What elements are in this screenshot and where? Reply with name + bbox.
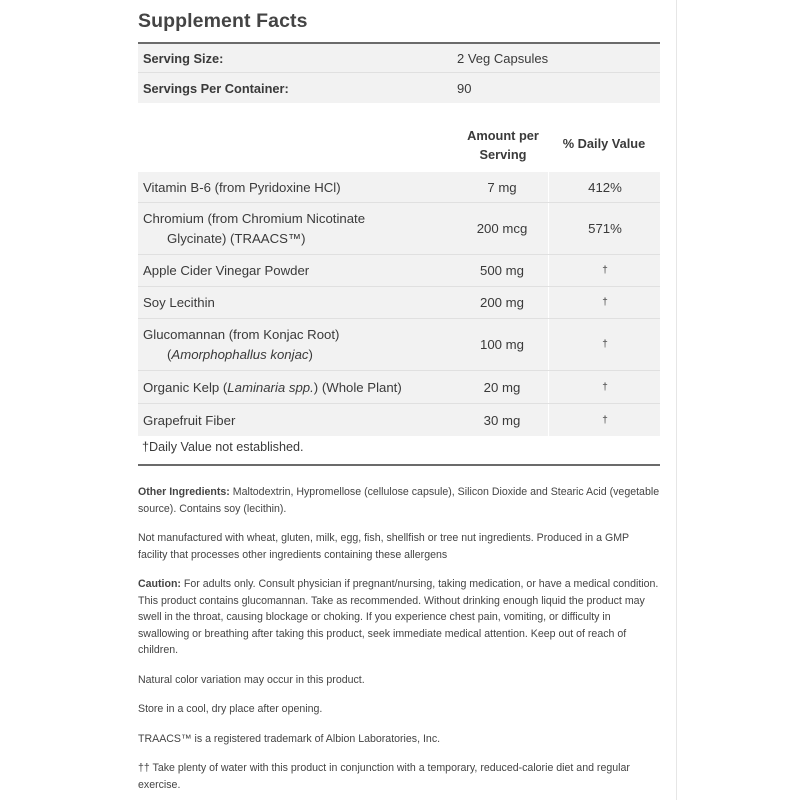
water-note: †† Take plenty of water with this product in conjunction with a temporary, reduced-calorie diet and regular exercise. <box>138 762 630 791</box>
amount-header-line2: Serving <box>479 147 527 162</box>
nutrient-row <box>138 287 660 319</box>
amount-header-line1: Amount per <box>467 128 539 143</box>
label-notes <box>138 484 660 793</box>
nutrient-amount: 20 mg <box>483 379 521 395</box>
species-name: Amorphophallus konjac <box>171 346 309 362</box>
nutrient-name-pre: Organic Kelp ( <box>143 379 228 395</box>
other-ingredients <box>138 484 660 517</box>
other-ingredients-label: Other Ingredients: <box>138 486 230 498</box>
servings-per-container-value: 90 <box>457 80 472 96</box>
nutrient-daily-value: 412% <box>548 172 661 202</box>
nutrient-name: Soy Lecithin <box>143 295 215 310</box>
nutrient-row <box>138 203 660 255</box>
nutrient-row <box>138 255 660 287</box>
caution-statement <box>138 576 660 659</box>
caution-label: Caution: <box>138 578 181 590</box>
nutrient-row <box>138 371 660 404</box>
nutrient-name-post: ) (Whole Plant) <box>313 379 402 395</box>
nutrient-name-line2 <box>143 345 339 365</box>
nutrient-amount: 200 mcg <box>476 221 528 236</box>
nutrient-amount: 30 mg <box>483 412 521 428</box>
bottom-rule <box>138 464 660 466</box>
nutrient-name <box>143 371 468 403</box>
nutrient-name: Grapefruit Fiber <box>143 412 236 428</box>
daily-value-header: % Daily Value <box>562 136 646 151</box>
nutrient-amount: 500 mg <box>480 263 524 278</box>
page-divider <box>676 0 677 800</box>
allergen-statement: Not manufactured with wheat, gluten, milk, egg, fish, shellfish or tree nut ingredients. Produced in a GMP facility that processes other ingredients containing these allergens <box>138 532 629 561</box>
nutrient-amount: 7 mg <box>487 179 517 195</box>
nutrient-name-line1: Chromium (from Chromium Nicotinate <box>143 210 366 226</box>
serving-size-label: Serving Size: <box>143 50 224 66</box>
serving-size-value: 2 Veg Capsules <box>457 50 549 66</box>
species-name: Laminaria spp. <box>227 379 314 395</box>
nutrient-daily-value: † <box>548 404 661 436</box>
table-header <box>138 116 660 172</box>
nutrient-name <box>143 319 468 370</box>
nutrient-daily-value: † <box>548 255 661 286</box>
nutrient-daily-value: † <box>548 287 661 318</box>
paren-open: ( <box>167 346 172 362</box>
nutrient-name <box>143 203 468 254</box>
nutrient-daily-value: † <box>548 319 661 370</box>
servings-per-container-label: Servings Per Container: <box>143 80 289 96</box>
panel-title: Supplement Facts <box>138 10 308 32</box>
trademark-note: TRAACS™ is a registered trademark of Albion Laboratories, Inc. <box>138 732 441 745</box>
paren-close: ) <box>308 346 313 362</box>
amount-header <box>456 126 550 164</box>
nutrient-row <box>138 404 660 436</box>
nutrient-row <box>138 172 660 203</box>
nutrient-name: Apple Cider Vinegar Powder <box>143 263 310 278</box>
nutrient-name: Vitamin B-6 (from Pyridoxine HCl) <box>143 179 341 195</box>
nutrient-amount: 200 mg <box>480 295 524 310</box>
caution-text: For adults only. Consult physician if pregnant/nursing, taking medication, or have a medical condition. This product contains glucomannan. Take as recommended. Without drinking enough liquid the product may swell in the throat, causing blockage or choking. If you experience chest pain, vomiting, or difficulty in swallowing or breathing after taking this product, seek immediate medical attention. Keep out of reach of children. <box>138 578 659 656</box>
nutrient-name-line1: Glucomannan (from Konjac Root) <box>143 326 340 342</box>
color-variation-note: Natural color variation may occur in this product. <box>138 673 365 686</box>
serving-size-row <box>138 44 660 73</box>
nutrient-daily-value: † <box>548 371 661 403</box>
daily-value-footnote: †Daily Value not established. <box>142 440 304 454</box>
other-ingredients-text: Maltodextrin, Hypromellose (cellulose capsule), Silicon Dioxide and Stearic Acid (vegetable source). Contains soy (lecithin). <box>138 486 660 515</box>
nutrient-daily-value: 571% <box>548 203 661 254</box>
nutrient-amount: 100 mg <box>480 337 524 352</box>
servings-per-container-row <box>138 73 660 103</box>
storage-note: Store in a cool, dry place after opening. <box>138 703 323 715</box>
nutrient-row <box>138 319 660 371</box>
nutrient-name-line2: Glycinate) (TRAACS™) <box>167 230 306 246</box>
